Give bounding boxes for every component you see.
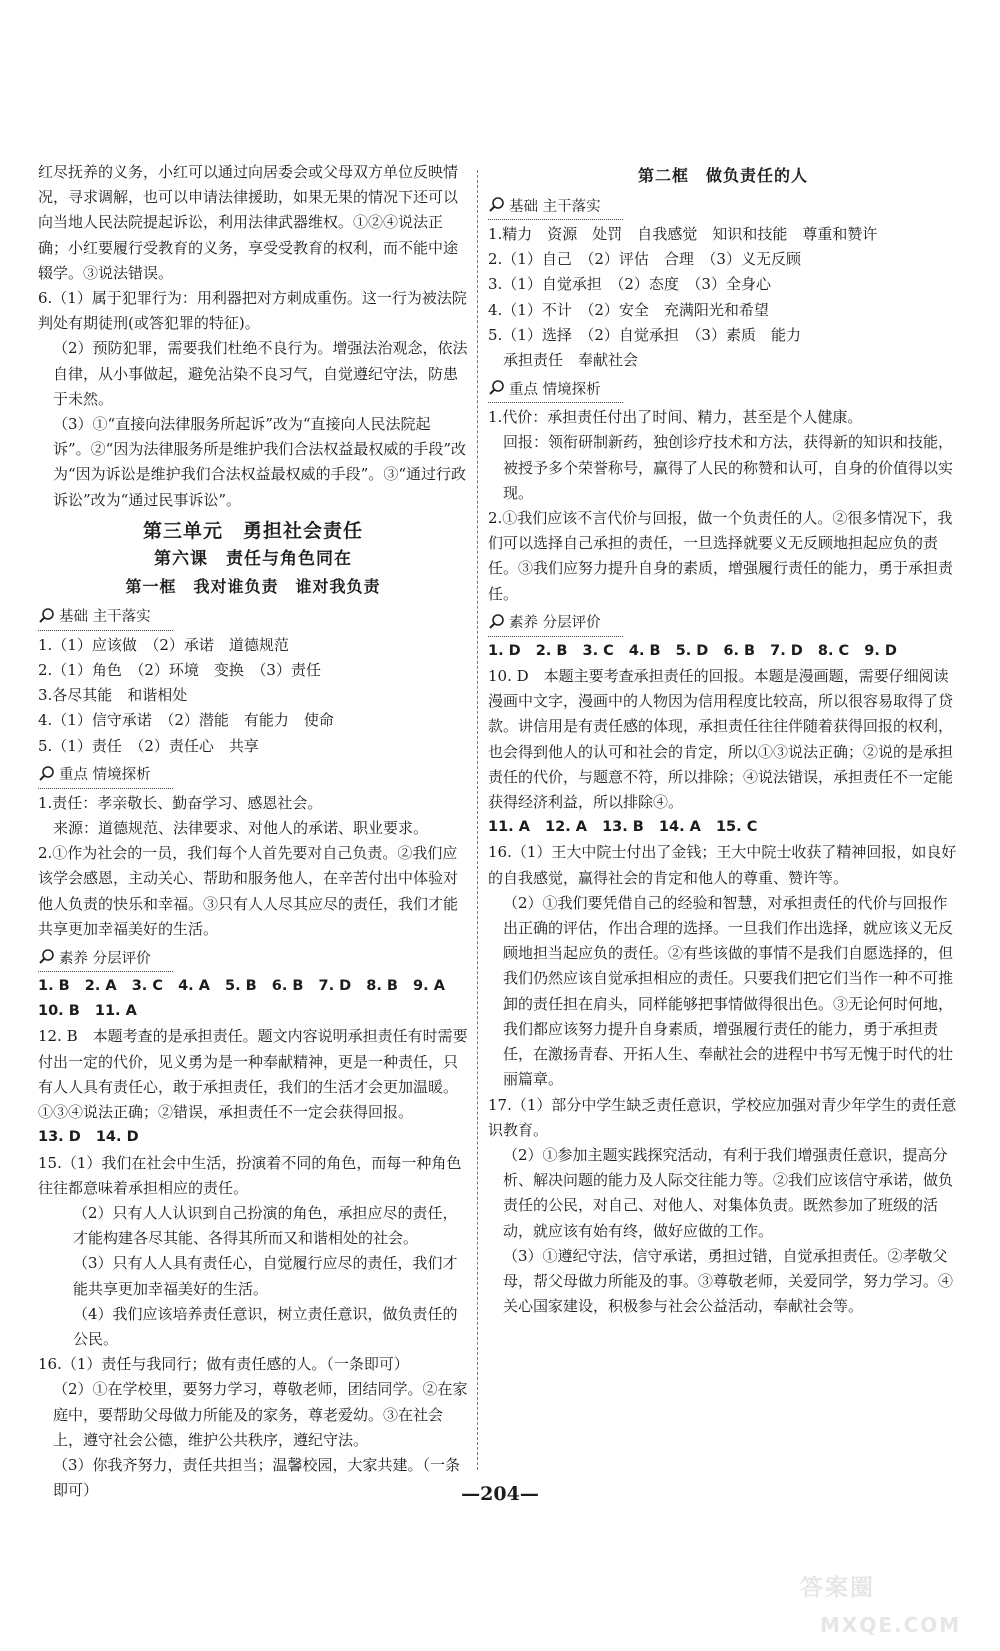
unit-title: 第三单元 勇担社会责任	[142, 519, 363, 542]
mc-answer: 2. B	[535, 642, 568, 659]
section-label: 基础 主干落实	[59, 609, 151, 626]
section-label: 素养 分层评价	[509, 615, 601, 632]
q16-part: （2）①在学校里，要努力学习，尊敬老师，团结同学。②在家庭中，要帮助父母做力所能及的家务，尊老爱幼。③在社会上，遵守社会公德，维护公共秩序，遵纪守法。	[53, 1380, 468, 1449]
mc-answer: 5. B	[225, 978, 257, 995]
section-label: 重点 情境探析	[509, 381, 601, 398]
mc-answer: 9. D	[864, 642, 897, 659]
q6-part2: （2）预防犯罪，需要我们杜绝不良行为。增强法治观念，依法自律，从小事做起，避免沾染不良习气，自觉遵纪守法，防患于未然。	[53, 339, 468, 408]
basics-line: 3.（1）自觉承担 （2）态度 （3）全身心	[488, 275, 771, 294]
section-header-evaluation	[38, 944, 173, 972]
column-divider	[477, 170, 478, 1470]
magnifier-icon	[488, 613, 506, 631]
section-header-evaluation	[488, 609, 623, 637]
mc-answers-row	[38, 974, 468, 999]
q10-explanation: 10. D 本题主要考查承担责任的回报。本题是漫画题，需要仔细阅读漫画中文字，漫画中的人物因为信用程度比较高，所以很容易取得了贷款。讲信用是有责任感的体现，承担责任往往伴随着获得回报的权利，也会得到他人的认可和社会的肯定，所以①③说法正确；②说的是承担责任的代价，与题意不符，所以排除；④说法错误，承担责任不一定能获得经济利益，所以排除④。	[488, 667, 954, 812]
mc-answers-row	[488, 815, 958, 840]
section-header-situation	[488, 375, 623, 403]
basics-line: 2.（1）自己 （2）评估 合理 （3）义无反顾	[488, 250, 801, 269]
q15-part: （4）我们应该培养责任意识，树立责任意识，做负责任的公民。	[73, 1304, 458, 1348]
q15-part: 15.（1）我们在社会中生活，扮演着不同的角色，而每一种角色往往都意味着承担相应的责任。	[38, 1153, 462, 1197]
mc-answer: 3. C	[582, 642, 614, 659]
magnifier-icon	[488, 196, 506, 214]
q17-part: （3）①遵纪守法，信守承诺，勇担过错，自觉承担责任。②孝敬父母，帮父母做力所能及的事。③尊敬老师，关爱同学，努力学习。④关心国家建设，积极参与社会公益活动，奉献社会等。	[503, 1246, 954, 1316]
left-column	[38, 160, 468, 1503]
mc-answers-row	[38, 1125, 468, 1150]
q15-part: （2）只有人人认识到自己扮演的角色，承担应尽的责任，才能构建各尽其能、各得其所而又和谐相处的社会。	[73, 1203, 458, 1248]
situation-line: 2.①作为社会的一员，我们每个人首先要对自己负责。②我们应该学会感恩，主动关心、帮助和服务他人，在辛苦付出中体验对他人负责的快乐和幸福。③只有人人尽其应尽的责任，我们才能共享更加幸福美好的生活。	[38, 844, 459, 938]
section-header-basics	[38, 603, 173, 631]
situation-line: 1.责任：孝亲敬长、勤奋学习、感恩社会。	[38, 793, 323, 812]
mc-answer: 5. D	[675, 642, 709, 659]
situation-line: 来源：道德规范、法律要求、对他人的承诺、职业要求。	[53, 819, 429, 838]
mc-answers-row	[488, 639, 958, 664]
q16-part: 16.（1）责任与我同行；做有责任感的人。（一条即可）	[38, 1355, 409, 1374]
mc-answer: 1. B	[38, 978, 70, 995]
magnifier-icon	[38, 607, 56, 625]
mc-answer: 13. B	[602, 819, 644, 836]
mc-answer: 6. B	[271, 978, 304, 995]
section-header-situation	[38, 761, 173, 789]
situation-line: 回报：领衔研制新药，独创诊疗技术和方法，获得新的知识和技能，被授予多个荣誉称号，赢得了人民的称赞和认可，自身的价值得以实现。	[503, 433, 954, 502]
right-column	[488, 160, 958, 1319]
mc-answer: 15. C	[715, 819, 758, 836]
mc-answer: 8. C	[817, 642, 850, 659]
section-header-basics	[488, 192, 623, 220]
mc-answer: 10. B	[38, 1003, 80, 1020]
basics-line: 4.（1）不计 （2）安全 充满阳光和希望	[488, 300, 769, 319]
magnifier-icon	[38, 765, 56, 783]
basics-line: 4.（1）信守承诺 （2）潜能 有能力 使命	[38, 711, 334, 730]
mc-answer: 14. D	[95, 1129, 139, 1146]
q16-part: （3）你我齐努力，责任共担当；温馨校园，大家共建。（一条即可）	[53, 1455, 461, 1500]
mc-answer: 8. B	[366, 978, 398, 995]
mc-answer: 4. B	[628, 642, 661, 659]
intro-paragraph: 红尽抚养的义务，小红可以通过向居委会或父母双方单位反映情况，寻求调解，也可以申请法律援助，如果无果的情况下还可以向当地人民法院提起诉讼，利用法律武器维权。①②④说法正确；小红要履行受教育的义务，享受受教育的权利，而不能中途辍学。③说法错误。	[38, 163, 459, 282]
watermark-line1: 答案圈	[800, 1575, 875, 1601]
mc-answer: 2. A	[84, 978, 117, 995]
mc-answer: 12. A	[545, 819, 587, 836]
section-label: 重点 情境探析	[59, 767, 151, 784]
basics-line: 5.（1）选择 （2）自觉承担 （3）素质 能力	[488, 325, 801, 344]
basics-line: 1.精力 资源 处罚 自我感觉 知识和技能 尊重和赞许	[488, 225, 878, 243]
watermark-logo	[790, 1560, 980, 1645]
mc-answer: 11. A	[488, 819, 530, 836]
section-label: 素养 分层评价	[59, 950, 151, 967]
situation-line: 2.①我们应该不言代价与回报，做一个负责任的人。②很多情况下，我们可以选择自己承担的责任，一旦选择就要义无反顾地担起应负的责任。③我们应努力提升自身的素质，增强履行责任的能力，勇于承担责任。	[488, 509, 954, 603]
situation-line: 1.代价：承担责任付出了时间、精力，甚至是个人健康。	[488, 408, 863, 427]
q6-part1: 6.（1）属于犯罪行为：用利器把对方刺成重伤。这一行为被法院判处有期徒刑(或答犯罪的特征)。	[38, 289, 467, 333]
mc-answer: 13. D	[38, 1129, 81, 1146]
q16-part: 16.（1）王大中院士付出了金钱；王大中院士收获了精神回报，如良好的自我感觉，赢得社会的肯定和他人的尊重、赞许等。	[488, 843, 957, 887]
mc-answer: 11. A	[94, 1003, 137, 1020]
mc-answer: 7. D	[318, 978, 352, 995]
basics-line: 1.（1）应该做 （2）承诺 道德规范	[38, 635, 289, 654]
mc-answer: 3. C	[131, 978, 163, 995]
magnifier-icon	[488, 379, 506, 397]
mc-answer: 1. D	[488, 642, 521, 659]
basics-line: 5.（1）责任 （2）责任心 共享	[38, 736, 259, 755]
mc-answer: 4. A	[178, 978, 210, 995]
basics-line: 2.（1）角色 （2）环境 变换 （3）责任	[38, 661, 321, 680]
mc-answer: 6. B	[723, 642, 756, 659]
frame-title: 第二框 做负责任的人	[637, 166, 808, 185]
section-label: 基础 主干落实	[509, 198, 601, 215]
q6-part3: （3）①“直接向法律服务所起诉”改为“直接向人民法院起诉”。②“因为法律服务所是维护我们合法权益最权威的手段”改为“因为诉讼是维护我们合法权益最权威的手段”。③“通过行政诉讼”改为“通过民事诉讼”。	[53, 415, 467, 509]
basics-line: 3.各尽其能 和谐相处	[38, 686, 188, 705]
mc-answer: 14. A	[658, 819, 701, 836]
q12-explanation: 12. B 本题考查的是承担责任。题文内容说明承担责任有时需要付出一定的代价，见义勇为是一种奉献精神，更是一种责任，只有人人具有责任心，敢于承担责任，我们的生活才会更加温暖。①③④说法正确；②错误，承担责任不一定会获得回报。	[38, 1027, 468, 1122]
mc-answer: 7. D	[770, 642, 803, 659]
basics-line: 承担责任 奉献社会	[503, 351, 639, 370]
frame-title: 第一框 我对谁负责 谁对我负责	[125, 576, 381, 596]
mc-answer: 9. A	[413, 978, 445, 995]
q17-part: 17.（1）部分中学生缺乏责任意识，学校应加强对青少年学生的责任意识教育。	[488, 1095, 957, 1139]
q16-part: （2）①我们要凭借自己的经验和智慧，对承担责任的代价与回报作出正确的评估，作出合理的选择。一旦我们作出选择，就应该义无反顾地担当起应负的责任。②有些该做的事情不是我们自愿选择的，但我们仍然应该自觉承担相应的责任。只要我们把它们当作一种不可推卸的责任担在肩头，同样能够把事情做得很出色。③无论何时何地，我们都应该努力提升自身素质，增强履行责任的能力，勇于承担责任，在激扬青春、开拓人生、奉献社会的进程中书写无愧于时代的壮丽篇章。	[503, 893, 954, 1089]
q15-part: （3）只有人人具有责任心，自觉履行应尽的责任，我们才能共享更加幸福美好的生活。	[73, 1254, 458, 1298]
page-number: —204—	[461, 1483, 539, 1505]
mc-answers-row	[38, 999, 468, 1024]
watermark-line2: MXQE.COM	[820, 1613, 962, 1637]
magnifier-icon	[38, 948, 56, 966]
q17-part: （2）①参加主题实践探究活动，有利于我们增强责任意识，提高分析、解决问题的能力及人际交往能力等。②我们应该信守承诺，做负责任的公民，对自己、对他人、对集体负责。既然参加了班级的活动，就应该有始有终，做好应做的工作。	[503, 1145, 954, 1240]
lesson-title: 第六课 责任与角色同在	[154, 548, 352, 569]
